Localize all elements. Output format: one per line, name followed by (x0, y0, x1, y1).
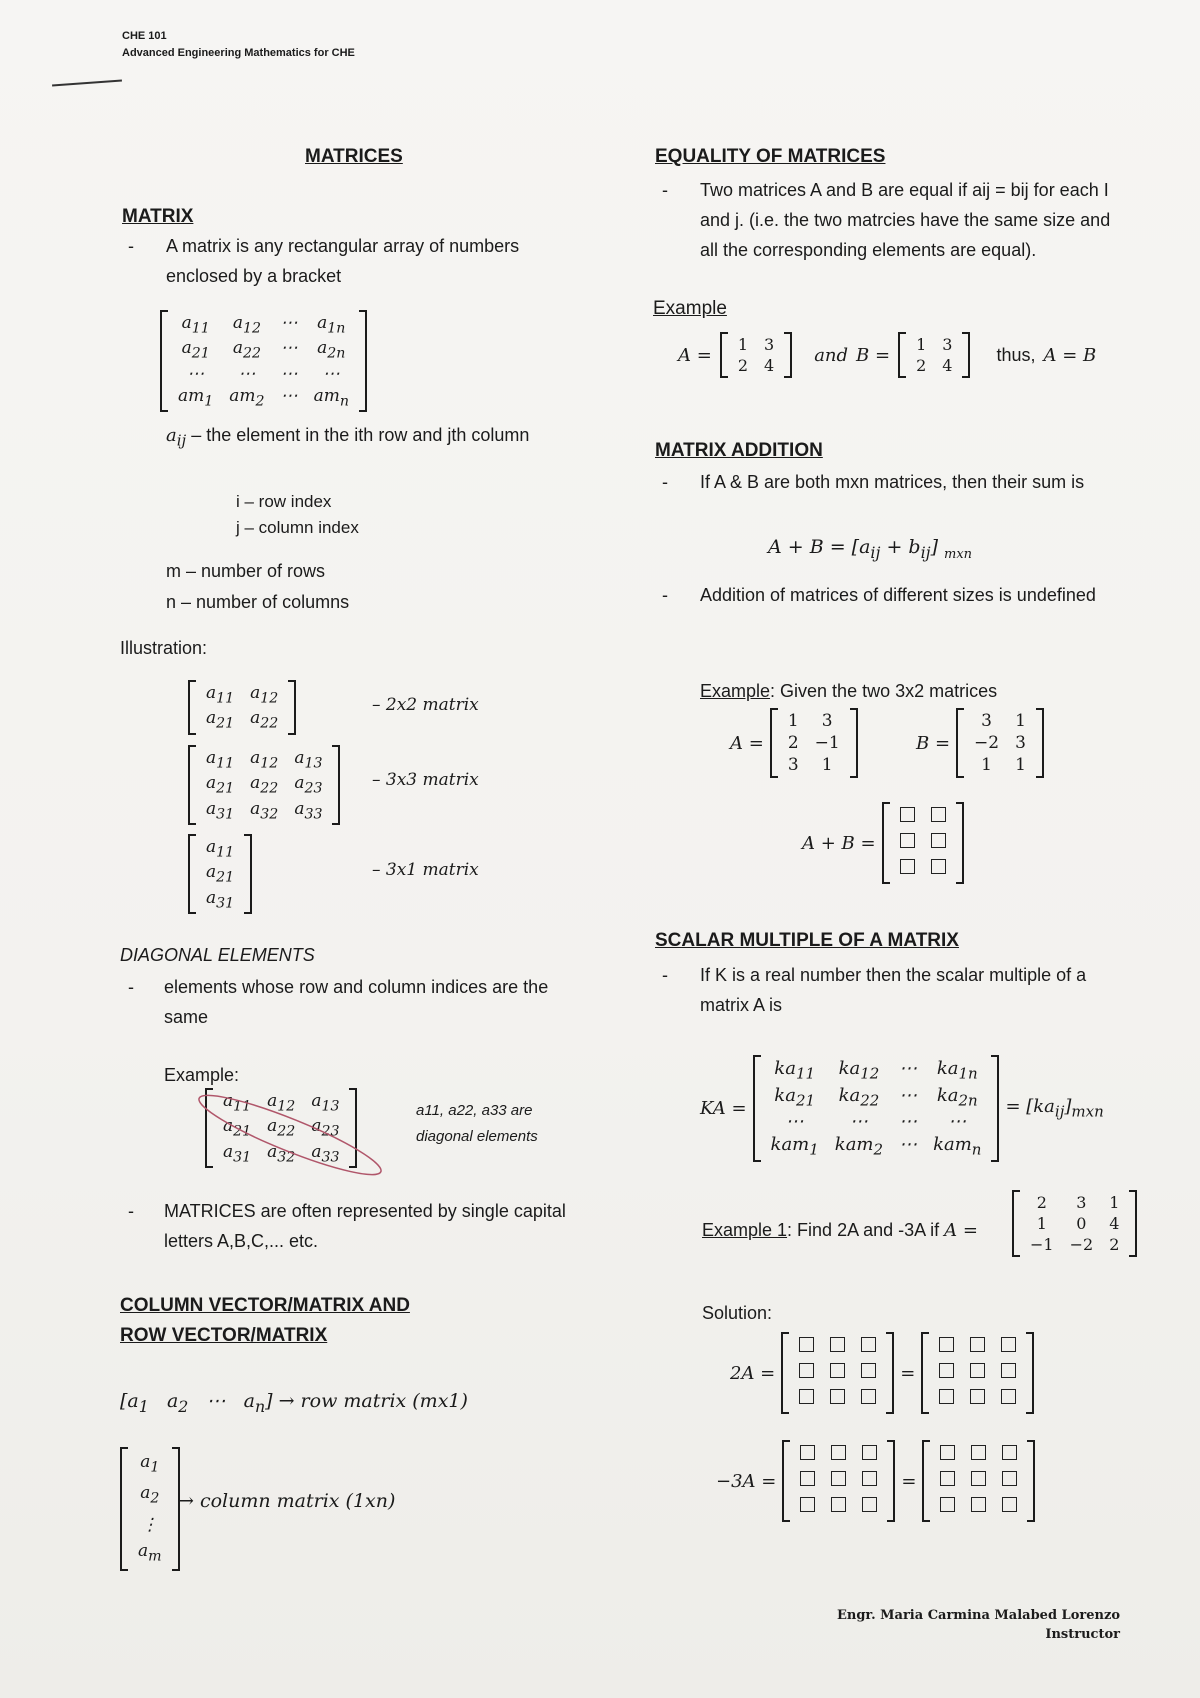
matrix-cell: $a_{31}$ (206, 887, 235, 912)
blank-answer-box (892, 856, 923, 882)
matrix-cell: $a_{31}$ (206, 798, 235, 823)
matrix-cell: 4 (764, 356, 775, 375)
matrix-cell: 2 (1109, 1235, 1120, 1254)
matrix-cell: kam$_1$ (770, 1134, 819, 1159)
matrix-cell: ⋯ (899, 1111, 918, 1133)
matrix-cell: ⋯ (785, 1111, 804, 1133)
matrix-cell: ⋯ (899, 1134, 918, 1156)
blank-answer-box (892, 830, 923, 856)
example1-matrix-A (1012, 1190, 1137, 1257)
vector-heading-2: ROW VECTOR/MATRIX (120, 1325, 328, 1346)
addition-formula: $A + B = [a_{ij} + b_{ij}]$ $_{mxn}$ (768, 536, 973, 562)
addition-matrix-A: A = 1 3 2 −1 3 1 (730, 708, 858, 778)
blank-answer-box (892, 804, 923, 830)
matrix-cell: 3 (981, 711, 992, 731)
matrix-heading: MATRIX (122, 206, 194, 227)
matrix-cell: 2 (1036, 1193, 1047, 1212)
two-A-computation: 2A = = (730, 1332, 1034, 1414)
scalar-definition: If K is a real number then the scalar multiple of a matrix A is (700, 965, 1087, 1015)
matrix-cell: $a_{12}$ (267, 1091, 296, 1115)
blank-answer-box (931, 1360, 962, 1386)
blank-answer-box (823, 1494, 854, 1520)
matrix-cell: $a_{32}$ (250, 798, 279, 823)
matrix-cell: $ka_{11}$ (774, 1058, 816, 1083)
matrix-cell: $a_{21}$ (181, 338, 210, 362)
blank-answer-box (923, 830, 954, 856)
matrix-cell: $a_{12}$ (232, 313, 261, 337)
blank-answer-box (822, 1360, 853, 1386)
diagonal-heading: DIAGONAL ELEMENTS (120, 945, 315, 965)
bullet-dash: - (662, 472, 668, 492)
matrix-cell: 3 (787, 755, 799, 775)
matrix-cell: $a_{13}$ (294, 748, 323, 772)
matrix-cell: $am_2$ (229, 385, 265, 410)
matrix-cell: $ka_{2n}$ (936, 1084, 978, 1110)
matrix-cell: $ka_{1n}$ (936, 1058, 978, 1083)
matrix-cell: 1 (1036, 1214, 1047, 1233)
blank-answer-box (932, 1442, 963, 1468)
matrix-cell: ⋯ (280, 385, 298, 406)
matrix-cell: 1 (1109, 1193, 1120, 1212)
matrix-cell: $a_{23}$ (294, 773, 323, 797)
blank-answer-box (854, 1494, 885, 1520)
matrix-cell: 0 (1076, 1214, 1087, 1233)
addition-result: A + B = (802, 802, 964, 884)
matrix-cell: $a_{11}$ (206, 683, 235, 707)
blank-answer-box (853, 1360, 884, 1386)
addition-example-heading: Example: Given the two 3x2 matrices (700, 681, 998, 701)
blank-answer-box (792, 1442, 823, 1468)
matrix-cell: 2 (787, 733, 799, 753)
matrix-cell: 3 (1076, 1193, 1087, 1212)
matrix-cell: ⋯ (849, 1111, 868, 1133)
matrix-cell: ⋯ (948, 1111, 967, 1133)
blank-answer-box (994, 1494, 1025, 1520)
blank-answer-box (822, 1386, 853, 1412)
blank-answer-box (994, 1468, 1025, 1494)
main-title: MATRICES (305, 146, 403, 167)
matrix-cell: $a_{2n}$ (317, 338, 346, 362)
instructor-name: Engr. Maria Carmina Malabed Lorenzo (836, 1608, 1120, 1623)
matrix-cell: 1 (821, 755, 833, 775)
blank-answer-box (791, 1386, 822, 1412)
matrix-cell: $a_{11}$ (223, 1091, 252, 1115)
blank-answer-box (823, 1468, 854, 1494)
illustration-2x2 (188, 680, 296, 735)
illustration-3x3 (188, 745, 340, 825)
blank-answer-box (962, 1360, 993, 1386)
blank-answer-box (823, 1442, 854, 1468)
diagonal-note: a11, a22, a33 are diagonal elements (416, 1102, 538, 1145)
matrix-cell: $a_{21}$ (223, 1116, 252, 1140)
bullet-dash: - (662, 585, 668, 605)
example1-heading: Example 1: Find 2A and -3A if A = (702, 1220, 978, 1241)
bullet-dash: - (128, 1201, 134, 1221)
matrix-cell: 4 (1109, 1214, 1120, 1233)
blank-answer-box (931, 1334, 962, 1360)
matrix-cell: $a_{31}$ (223, 1141, 252, 1166)
blank-answer-box (923, 804, 954, 830)
instructor-role: Instructor (1045, 1627, 1120, 1642)
matrix-cell: $a_{11}$ (206, 837, 235, 861)
j-definition: j – column index (236, 518, 359, 537)
matrix-cell: ⋯ (280, 313, 298, 333)
equality-heading: EQUALITY OF MATRICES (655, 146, 886, 167)
matrix-cell: −1 (814, 733, 840, 753)
scalar-heading: SCALAR MULTIPLE OF A MATRIX (655, 930, 959, 951)
matrix-cell: 3 (821, 711, 833, 731)
matrix-cell: $a_{22}$ (250, 773, 279, 797)
matrix-cell: 1 (1015, 755, 1026, 775)
blank-answer-box (853, 1334, 884, 1360)
bullet-dash: - (662, 965, 668, 985)
matrix-cell: 1 (787, 711, 799, 731)
matrix-definition: A matrix is any rectangular array of numbers enclosed by a bracket (166, 236, 520, 286)
blank-answer-box (854, 1442, 885, 1468)
matrix-cell: 1 (916, 335, 927, 354)
i-definition: i – row index (236, 492, 332, 511)
blank-answer-box (993, 1334, 1024, 1360)
blank-answer-box (993, 1360, 1024, 1386)
matrix-cell: ⋯ (899, 1058, 918, 1079)
vector-heading-1: COLUMN VECTOR/MATRIX AND (120, 1295, 410, 1316)
matrix-cell: $a_{21}$ (206, 773, 235, 797)
matrix-cell: $a_{21}$ (206, 708, 235, 732)
blank-answer-box (993, 1386, 1024, 1412)
matrix-cell: $a_{12}$ (250, 748, 279, 772)
course-name: Advanced Engineering Mathematics for CHE (122, 47, 355, 59)
blank-answer-box (791, 1360, 822, 1386)
blank-answer-box (994, 1442, 1025, 1468)
column-matrix: $a_1$ $a_2$ ⋮ $a_m$ (120, 1447, 180, 1571)
n-definition: n – number of columns (166, 592, 350, 612)
matrix-cell: $a_{32}$ (267, 1141, 296, 1166)
matrix-cell: 4 (942, 356, 953, 375)
matrix-cell: −2 (974, 733, 1000, 753)
matrix-cell: $a_{11}$ (206, 748, 235, 772)
matrix-cell: 3 (1015, 733, 1026, 753)
equality-definition: Two matrices A and B are equal if aij = bij for each I and j. (i.e. the two matrcies have the same size and all the corresponding elements are equal). (700, 180, 1111, 260)
blank-answer-box (962, 1334, 993, 1360)
bullet-dash: - (128, 977, 134, 997)
matrix-cell: 2 (737, 356, 748, 375)
matrix-cell: $am_1$ (178, 385, 214, 410)
matrix-cell: $a_{22}$ (250, 708, 279, 732)
label-3x3: – 3x3 matrix (372, 770, 479, 790)
m-definition: m – number of rows (166, 561, 326, 581)
matrix-cell: ⋯ (322, 363, 340, 384)
matrix-cell: $am_n$ (313, 385, 349, 410)
matrix-cell: $a_{13}$ (311, 1091, 340, 1115)
label-3x1: – 3x1 matrix (372, 860, 479, 880)
blank-answer-box (963, 1442, 994, 1468)
solution-label: Solution: (702, 1303, 773, 1323)
addition-note: Addition of matrices of different sizes is undefined (700, 585, 1096, 605)
blank-answer-box (792, 1468, 823, 1494)
blank-answer-box (962, 1386, 993, 1412)
illustration-3x1 (188, 834, 252, 914)
matrix-cell: $ka_{22}$ (838, 1084, 880, 1110)
matrix-cell: $a_{33}$ (311, 1141, 340, 1166)
blank-answer-box (792, 1494, 823, 1520)
matrix-cell: 1 (737, 335, 748, 354)
column-matrix-label: → column matrix (1xn) (178, 1490, 396, 1512)
matrix-cell: $a_{22}$ (232, 338, 261, 362)
matrix-cell: $ka_{12}$ (838, 1058, 880, 1083)
diagonal-example-label: Example: (164, 1065, 240, 1085)
equality-example-label: Example (653, 298, 727, 319)
matrix-cell: $a_{1n}$ (317, 313, 346, 337)
equality-example: A = 1 3 2 4 and B = 1 3 2 4 thus, A = B (678, 332, 1096, 378)
matrix-cell: −1 (1030, 1235, 1054, 1254)
scalar-formula: KA = $ka_{11}$ $ka_{12}$ ⋯ $ka_{1n}$ $ka_{21}$ $ka_{22}$ ⋯ $ka_{2n}$ ⋯ ⋯ ⋯ ⋯ kam$_1$ kam$_2$ ⋯ kam$_n$ = $[ka_{ij}]_{mxn}$ (700, 1055, 1104, 1162)
blank-answer-box (854, 1468, 885, 1494)
addition-matrix-B: B = 3 1 −2 3 1 1 (916, 708, 1044, 778)
label-2x2: – 2x2 matrix (372, 695, 479, 715)
row-matrix: [$a_1$ $a_2$ ⋯ $a_n$] → row matrix (mx1) (120, 1390, 468, 1416)
matrix-cell: $ka_{21}$ (774, 1084, 816, 1110)
matrix-cell: $a_{22}$ (267, 1116, 296, 1140)
matrix-cell: $a_{33}$ (294, 798, 323, 823)
diagonal-ellipse (190, 1080, 390, 1190)
matrix-cell: ⋯ (280, 363, 298, 384)
general-matrix (160, 310, 367, 412)
course-code: CHE 101 (122, 30, 167, 42)
matrix-cell: $a_{21}$ (206, 862, 235, 886)
blank-answer-box (791, 1334, 822, 1360)
blank-answer-box (963, 1468, 994, 1494)
bullet-dash: - (662, 180, 668, 200)
aij-definition: $a_{ij}$ – the element in the ith row and jth column (166, 425, 530, 450)
matrix-cell: 3 (942, 335, 953, 354)
blank-answer-box (931, 1386, 962, 1412)
matrix-cell: $a_{12}$ (250, 683, 279, 707)
blank-answer-box (923, 856, 954, 882)
matrix-cell: 1 (981, 755, 992, 775)
matrix-cell: 3 (764, 335, 775, 354)
matrix-cell: ⋯ (187, 363, 205, 384)
diagonal-definition: elements whose row and column indices are the same (164, 977, 549, 1027)
matrix-cell: kam$_2$ (834, 1134, 884, 1159)
matrix-cell: ⋯ (238, 363, 256, 384)
neg-three-A-computation: −3A = = (716, 1440, 1035, 1522)
matrix-cell: kam$_n$ (933, 1134, 982, 1159)
addition-heading: MATRIX ADDITION (655, 440, 823, 461)
addition-definition: If A & B are both mxn matrices, then their sum is (700, 472, 1085, 492)
capital-letters-note: MATRICES are often represented by single capital letters A,B,C,... etc. (164, 1201, 566, 1251)
blank-answer-box (963, 1494, 994, 1520)
pen-mark (52, 80, 122, 87)
blank-answer-box (853, 1386, 884, 1412)
matrix-cell: 2 (916, 356, 927, 375)
illustration-label: Illustration: (120, 638, 208, 658)
matrix-cell: 1 (1015, 711, 1026, 731)
blank-answer-box (822, 1334, 853, 1360)
matrix-cell: $a_{11}$ (181, 313, 210, 337)
blank-answer-box (932, 1494, 963, 1520)
blank-answer-box (932, 1468, 963, 1494)
matrix-cell: −2 (1069, 1235, 1094, 1254)
matrix-cell: $a_{23}$ (311, 1116, 340, 1140)
matrix-cell: ⋯ (899, 1084, 918, 1106)
matrix-cell: ⋯ (280, 338, 298, 359)
bullet-dash: - (128, 236, 134, 256)
